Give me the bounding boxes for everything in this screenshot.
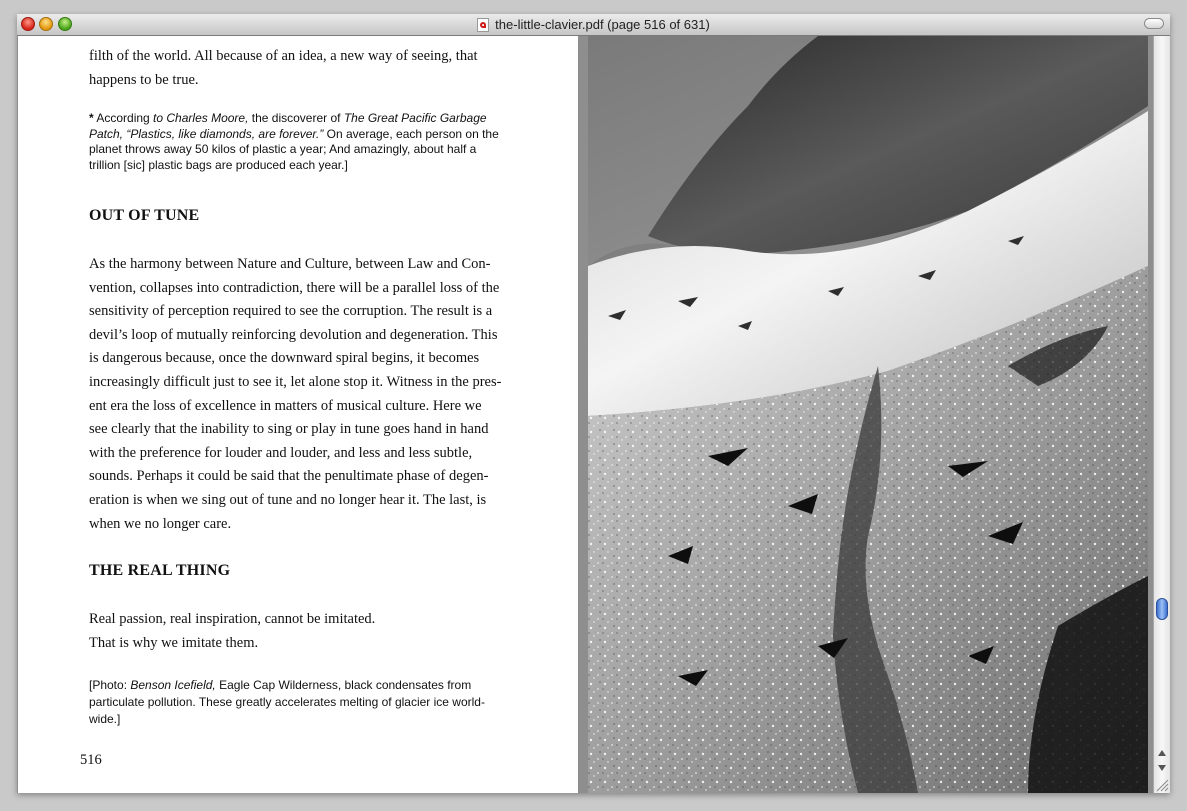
section-heading-out-of-tune: OUT OF TUNE [89, 207, 200, 224]
footnote-line: * According to Charles Moore, the discoverer of The Great Pacific Garbage [89, 111, 487, 125]
footnote-line: Patch, “Plastics, like diamonds, are forever.” On average, each person on the [89, 126, 499, 141]
text-line: is dangerous because, once the downward spiral begins, it becomes [89, 350, 480, 367]
text-line: Real passion, real inspiration, cannot be imitated. [89, 611, 376, 627]
pdf-document-icon [477, 18, 489, 32]
toolbar-toggle-button[interactable] [1144, 18, 1164, 29]
page-number: 516 [80, 752, 102, 768]
resize-grip-icon[interactable] [1155, 778, 1169, 792]
scrollbar-thumb[interactable] [1156, 598, 1168, 620]
photo-caption [89, 677, 485, 728]
title-bar[interactable] [17, 14, 1170, 36]
footnote-line: trillion [sic] plastic bags are produced each year.] [89, 157, 348, 172]
text-line: see clearly that the inability to sing or play in tune goes hand in hand [89, 421, 489, 438]
text-line: with the preference for louder and louder, and less and less subtle, [89, 444, 473, 461]
caption-line: [Photo: Benson Icefield, Eagle Cap Wilderness, black condensates from [89, 678, 472, 692]
text-line: filth of the world. All because of an idea, a new way of seeing, that [89, 48, 478, 64]
text-line: sensitivity of perception required to see the corruption. The result is a [89, 303, 493, 320]
text-line: sounds. Perhaps it could be said that the penultimate phase of degen- [89, 468, 489, 485]
text-line: ent era the loss of excellence in matters of musical culture. Here we [89, 397, 482, 414]
text-line: increasingly difficult just to see it, let alone stop it. Witness in the pres- [89, 373, 502, 390]
pdf-page-left [18, 36, 578, 793]
footnote-marker: * [89, 111, 94, 125]
text-line: That is why we imitate them. [89, 634, 259, 651]
pdf-page-right-photo [588, 36, 1148, 793]
pdf-viewer-window [17, 14, 1170, 793]
footnote [89, 111, 499, 173]
scroll-down-arrow-icon[interactable] [1158, 765, 1166, 771]
caption-line: particulate pollution. These greatly accelerates melting of glacier ice world- [89, 695, 485, 709]
text-line: As the harmony between Nature and Culture, between Law and Con- [89, 256, 491, 272]
glacier-photo [588, 36, 1148, 793]
section-paragraph-out-of-tune [89, 253, 501, 536]
text-line: when we no longer care. [89, 515, 232, 532]
caption-line: wide.] [89, 712, 121, 726]
window-title: the-little-clavier.pdf (page 516 of 631) [495, 17, 710, 32]
footnote-line: planet throws away 50 kilos of plastic a year; And amazingly, about half a [89, 142, 477, 156]
text-line: devil’s loop of mutually reinforcing devolution and degeneration. This [89, 326, 498, 343]
scroll-up-arrow-icon[interactable] [1158, 750, 1166, 756]
text-line: vention, collapses into contradiction, there will be a parallel loss of the [89, 279, 500, 296]
section-heading-real-thing: THE REAL THING [89, 562, 231, 579]
window-title-group [17, 14, 1170, 35]
text-line: eration is when we sing out of tune and no longer hear it. The last, is [89, 491, 487, 508]
intro-paragraph [89, 45, 478, 92]
text-line: happens to be true. [89, 71, 199, 88]
vertical-scrollbar[interactable] [1153, 36, 1170, 793]
section-paragraph-real-thing [89, 608, 375, 655]
